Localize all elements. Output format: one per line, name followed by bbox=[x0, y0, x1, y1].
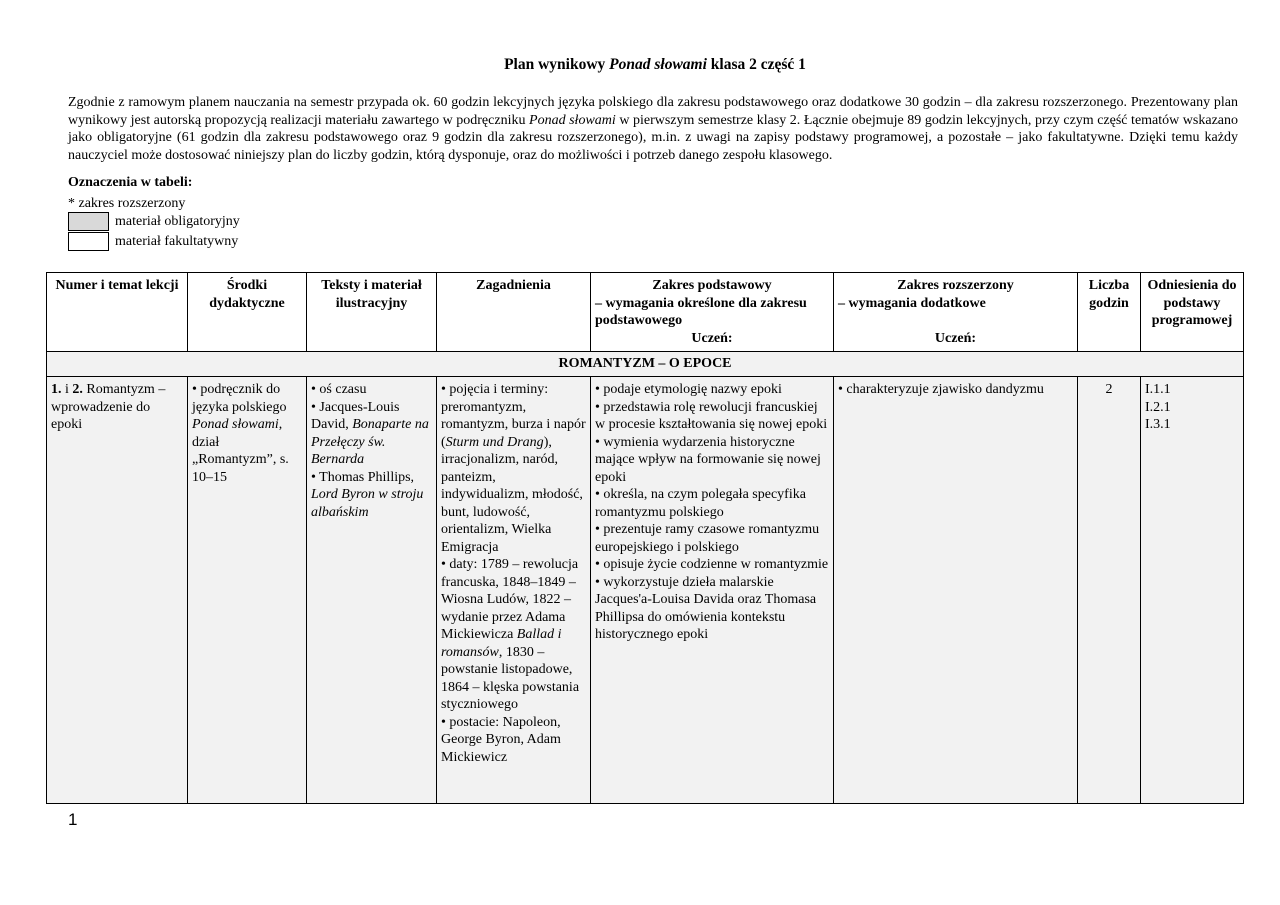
header-basic: Zakres podstawowy – wymagania określone dla zakresu podstawowego Uczeń: bbox=[591, 273, 834, 352]
cell-issues: • pojęcia i terminy: preromantyzm, romantyzm, burza i napór (Sturm und Drang), irracjonalizm, naród, panteizm, indywidualizm, młodość, bunt, ludowość, orientalizm, Wielka Emigracja • daty: 1789 – rewolucja francuska, 1848–1849 – Wiosna Ludów, 1822 – wydanie przez Adama Mickiewicza Ballad i romansów, 1830 – powstanie listopadowe, 1864 – klęska powstania styczniowego • postacie: Napoleon, George Byron, Adam Mickiewicz bbox=[437, 377, 591, 804]
cell-hours: 2 bbox=[1078, 377, 1141, 804]
table-header-row bbox=[47, 273, 1244, 352]
cell-means: • podręcznik do języka polskiego Ponad słowami, dział „Romantyzm”, s. 10–15 bbox=[188, 377, 307, 804]
header-lesson: Numer i temat lekcji bbox=[47, 273, 188, 352]
cell-lesson: 1. i 2. Romantyzm – wprowadzenie do epoki bbox=[47, 377, 188, 804]
optional-swatch bbox=[68, 232, 109, 251]
section-title: ROMANTYZM – O EPOCE bbox=[47, 352, 1244, 377]
section-row bbox=[47, 352, 1244, 377]
header-issues: Zagadnienia bbox=[437, 273, 591, 352]
header-hours: Liczba godzin bbox=[1078, 273, 1141, 352]
header-extended: Zakres rozszerzony – wymagania dodatkowe Uczeń: bbox=[834, 273, 1078, 352]
header-texts: Teksty i materiał ilustracyjny bbox=[307, 273, 437, 352]
intro-paragraph: Zgodnie z ramowym planem nauczania na semestr przypada ok. 60 godzin lekcyjnych języka polskiego dla zakresu podstawowego oraz dodatkowe 30 godzin – dla zakresu rozszerzonego. Prezentowany plan wynikowy jest autorską propozycją realizacji materiału zawartego w podręczniku Ponad słowami w pierwszym semestrze klasy 2. Łącznie obejmuje 89 godzin lekcyjnych, przy czym część tematów wskazano jako obligatoryjne (61 godzin dla zakresu podstawowego oraz 9 godzin dla zakresu rozszerzonego), m.in. z uwagi na zapisy podstawy programowej, a pozostałe – jako fakultatywne. Dzięki temu każdy nauczyciel może dostosować niniejszy plan do liczby godzin, którą dysponuje, oraz do możliwości i potrzeb danego zespołu klasowego. bbox=[68, 95, 1239, 163]
legend-obligatory-label: materiał obligatoryjny bbox=[115, 213, 240, 229]
legend-optional-label: materiał fakultatywny bbox=[115, 233, 239, 249]
header-means: Środki dydaktyczne bbox=[188, 273, 307, 352]
cell-extended: • charakteryzuje zjawisko dandyzmu bbox=[834, 377, 1078, 804]
page-number: 1 bbox=[68, 810, 78, 829]
legend-heading: Oznaczenia w tabeli: bbox=[68, 175, 193, 190]
obligatory-swatch bbox=[68, 212, 109, 231]
header-refs: Odniesienia do podstawy programowej bbox=[1141, 273, 1244, 352]
cell-basic: • podaje etymologię nazwy epoki • przedstawia rolę rewolucji francuskiej w procesie kształtowania się nowej epoki • wymienia wydarzenia historyczne mające wpływ na formowanie się nowej epoki • określa, na czym polegała specyfika romantyzmu polskiego • prezentuje ramy czasowe romantyzmu europejskiego i polskiego • opisuje życie codzienne w romantyzmie • wykorzystuje dzieła malarskie Jacques'a-Louisa Davida oraz Thomasa Phillipsa do omówienia kontekstu historycznego epoki bbox=[591, 377, 834, 804]
legend-extended: * zakres rozszerzony bbox=[68, 196, 186, 211]
cell-refs: I.1.1 I.2.1 I.3.1 bbox=[1141, 377, 1244, 804]
plan-table bbox=[46, 272, 1244, 804]
page-title: Plan wynikowy Ponad słowami klasa 2 część 1 bbox=[504, 56, 806, 73]
cell-texts: • oś czasu • Jacques-Louis David, Bonaparte na Przełęczy św. Bernarda • Thomas Phillips, Lord Byron w stroju albańskim bbox=[307, 377, 437, 804]
table-row bbox=[47, 377, 1244, 804]
legend-optional bbox=[68, 232, 238, 251]
legend-obligatory bbox=[68, 212, 240, 231]
